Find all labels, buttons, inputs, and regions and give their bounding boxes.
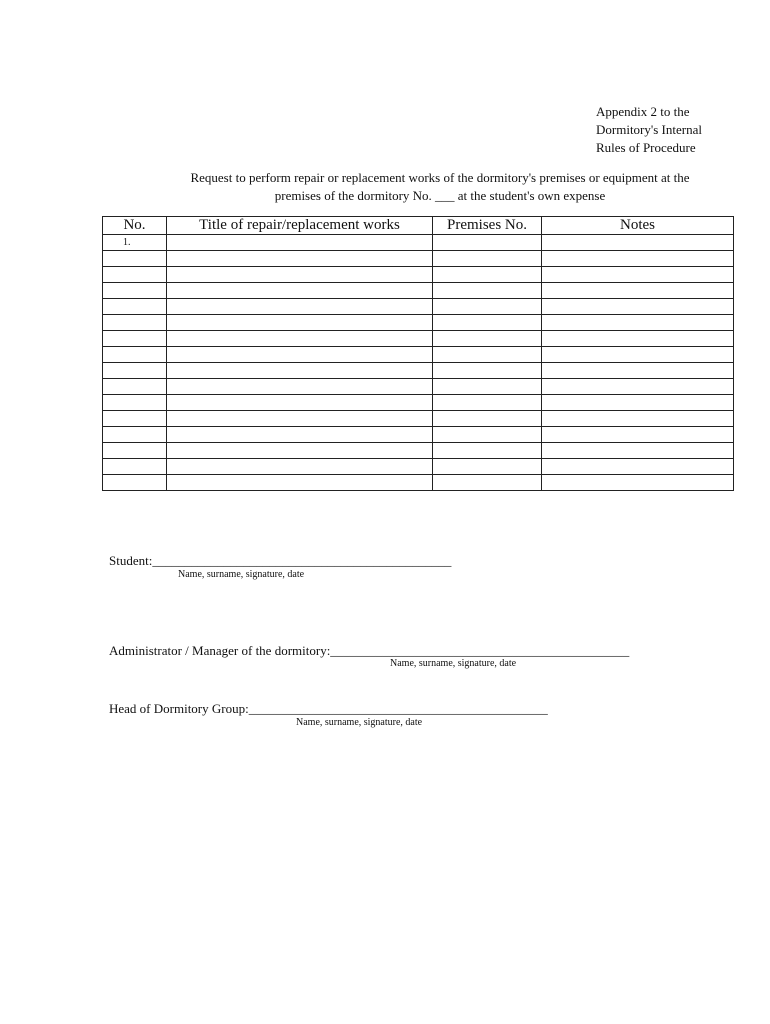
appendix-line-3: Rules of Procedure <box>596 140 696 155</box>
cell-premises-no <box>433 315 542 331</box>
cell-no <box>103 267 167 283</box>
cell-no <box>103 475 167 491</box>
table-row <box>103 443 734 459</box>
cell-no <box>103 459 167 475</box>
cell-notes <box>542 251 734 267</box>
table-row <box>103 267 734 283</box>
cell-no <box>103 251 167 267</box>
cell-notes <box>542 379 734 395</box>
cell-no <box>103 347 167 363</box>
header-premises-no: Premises No. <box>433 217 542 235</box>
student-signature-line: Student:______________________________________________ <box>109 553 452 568</box>
cell-premises-no <box>433 363 542 379</box>
cell-notes <box>542 411 734 427</box>
cell-premises-no <box>433 475 542 491</box>
header-notes: Notes <box>542 217 734 235</box>
appendix-line-2: Dormitory's Internal <box>596 122 702 137</box>
table-row <box>103 235 734 251</box>
cell-no <box>103 443 167 459</box>
head-signature-line: Head of Dormitory Group:______________________________________________ <box>109 701 548 716</box>
cell-no <box>103 411 167 427</box>
cell-notes <box>542 299 734 315</box>
cell-premises-no <box>433 411 542 427</box>
cell-title-of-works <box>167 347 433 363</box>
table-row <box>103 475 734 491</box>
cell-notes <box>542 267 734 283</box>
table-header-row <box>103 217 734 235</box>
works-table <box>102 216 734 491</box>
cell-notes <box>542 459 734 475</box>
appendix-line-1: Appendix 2 to the <box>596 104 690 119</box>
cell-title-of-works <box>167 235 433 251</box>
request-title-line-2: premises of the dormitory No. ___ at the student's own expense <box>274 188 606 203</box>
cell-no <box>103 427 167 443</box>
cell-premises-no <box>433 443 542 459</box>
cell-notes <box>542 427 734 443</box>
request-title-line-1: Request to perform repair or replacement works of the dormitory's premises or equipment at the <box>190 170 690 185</box>
table-row <box>103 427 734 443</box>
cell-premises-no <box>433 459 542 475</box>
cell-title-of-works <box>167 267 433 283</box>
table-row <box>103 315 734 331</box>
cell-title-of-works <box>167 475 433 491</box>
cell-notes <box>542 283 734 299</box>
cell-title-of-works <box>167 395 433 411</box>
cell-title-of-works <box>167 411 433 427</box>
cell-premises-no <box>433 331 542 347</box>
table-row <box>103 283 734 299</box>
student-signature-caption: Name, surname, signature, date <box>178 569 305 580</box>
cell-no <box>103 283 167 299</box>
table-row <box>103 411 734 427</box>
cell-no <box>103 395 167 411</box>
cell-premises-no <box>433 235 542 251</box>
cell-title-of-works <box>167 459 433 475</box>
appendix-note <box>596 103 702 157</box>
cell-premises-no <box>433 299 542 315</box>
cell-title-of-works <box>167 283 433 299</box>
table-row <box>103 395 734 411</box>
cell-notes <box>542 443 734 459</box>
cell-premises-no <box>433 395 542 411</box>
cell-notes <box>542 235 734 251</box>
cell-title-of-works <box>167 331 433 347</box>
cell-title-of-works <box>167 315 433 331</box>
table-row <box>103 251 734 267</box>
cell-title-of-works <box>167 299 433 315</box>
table-row <box>103 331 734 347</box>
cell-notes <box>542 475 734 491</box>
cell-premises-no <box>433 347 542 363</box>
cell-notes <box>542 347 734 363</box>
administrator-signature-line: Administrator / Manager of the dormitory:______________________________________________ <box>109 643 630 658</box>
table-row <box>103 347 734 363</box>
request-title <box>150 169 730 205</box>
cell-premises-no <box>433 379 542 395</box>
cell-title-of-works <box>167 363 433 379</box>
cell-no <box>103 315 167 331</box>
header-title-of-works: Title of repair/replacement works <box>167 217 433 235</box>
table-row <box>103 459 734 475</box>
cell-no: 1. <box>103 235 167 251</box>
head-signature-caption: Name, surname, signature, date <box>296 717 423 728</box>
cell-notes <box>542 363 734 379</box>
cell-title-of-works <box>167 443 433 459</box>
cell-no <box>103 299 167 315</box>
cell-no <box>103 331 167 347</box>
cell-title-of-works <box>167 379 433 395</box>
header-no: No. <box>103 217 167 235</box>
cell-notes <box>542 315 734 331</box>
cell-no <box>103 379 167 395</box>
cell-title-of-works <box>167 251 433 267</box>
table-row <box>103 299 734 315</box>
table-row <box>103 363 734 379</box>
cell-premises-no <box>433 267 542 283</box>
cell-no <box>103 363 167 379</box>
cell-notes <box>542 395 734 411</box>
cell-notes <box>542 331 734 347</box>
cell-premises-no <box>433 251 542 267</box>
cell-premises-no <box>433 283 542 299</box>
table-row <box>103 379 734 395</box>
cell-title-of-works <box>167 427 433 443</box>
administrator-signature-caption: Name, surname, signature, date <box>390 658 517 669</box>
cell-premises-no <box>433 427 542 443</box>
